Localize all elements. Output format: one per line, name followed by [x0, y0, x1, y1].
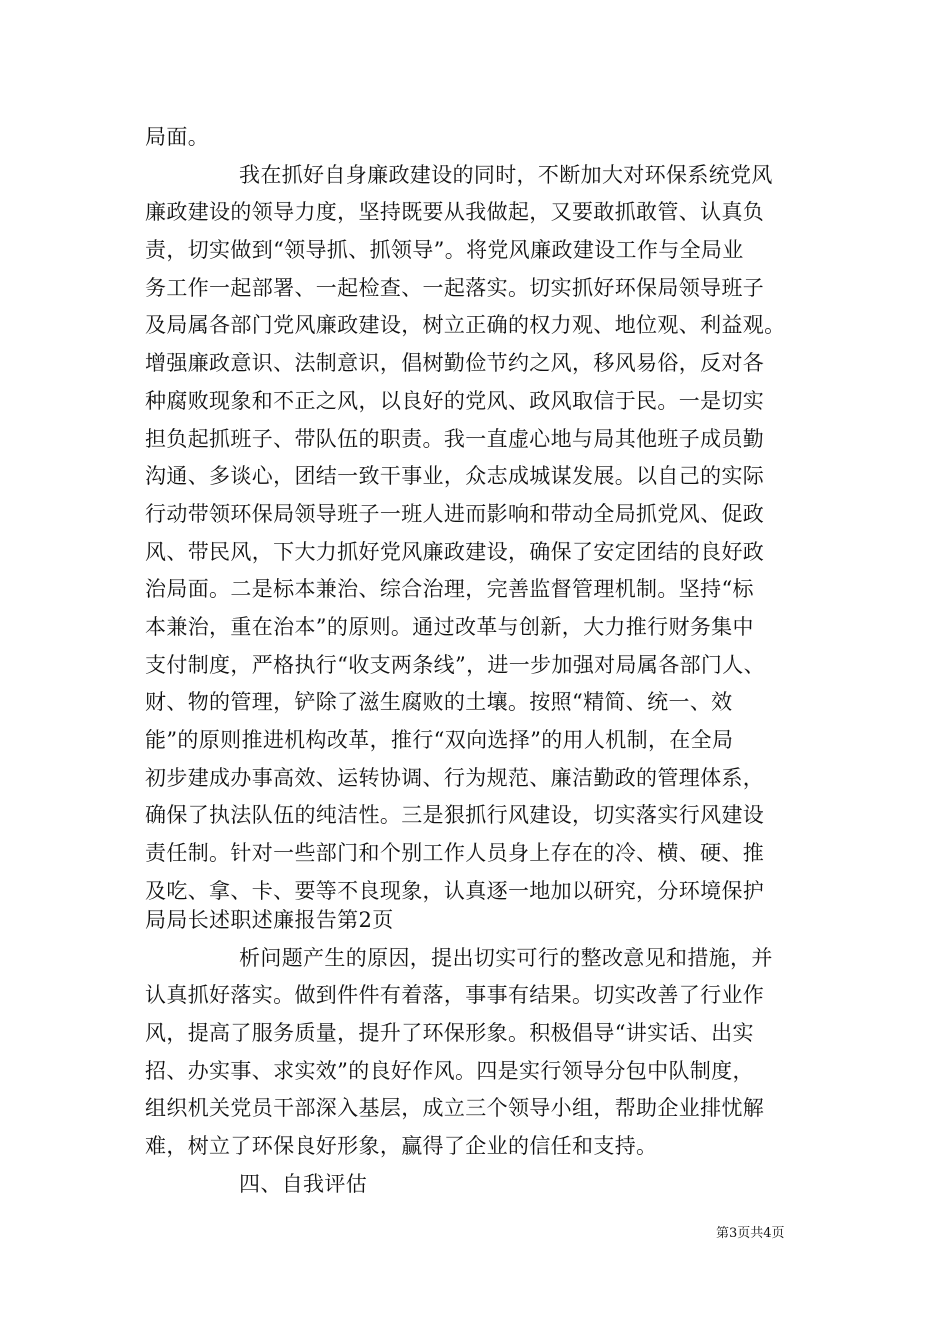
- section-heading: 四、自我评估: [239, 1172, 368, 1196]
- text-line: 行动带领环保局领导班子一班人进而影响和带动全局抓党风、促政: [145, 502, 765, 526]
- text-line: 析问题产生的原因，提出切实可行的整改意见和措施，并: [239, 946, 773, 970]
- text-line: 难，树立了环保良好形象，赢得了企业的信任和支持。: [145, 1134, 658, 1158]
- text-line: 确保了执法队伍的纯洁性。三是狠抓行风建设，切实落实行风建设: [145, 803, 765, 827]
- text-line: 沟通、多谈心，团结一致干事业，众志成城谋发展。以自己的实际: [145, 464, 765, 488]
- text-line: 支付制度，严格执行“收支两条线”，进一步加强对局属各部门人、: [145, 653, 765, 677]
- text-line: 能”的原则推进机构改革，推行“双向选择”的用人机制，在全局: [145, 728, 734, 752]
- text-line: 种腐败现象和不正之风，以良好的党风、政风取信于民。一是切实: [145, 389, 765, 413]
- page-number-footer: 第3页共4页: [716, 1226, 785, 1241]
- text-line: 招、办实事、求实效”的良好作风。四是实行领导分包中队制度，: [145, 1059, 754, 1083]
- text-line: 风，提高了服务质量，提升了环保形象。积极倡导“讲实话、出实: [145, 1021, 754, 1045]
- text-line: 廉政建设的领导力度，坚持既要从我做起，又要敢抓敢管、认真负: [145, 200, 765, 224]
- text-line: 认真抓好落实。做到件件有着落，事事有结果。切实改善了行业作: [145, 983, 765, 1007]
- text-line: 及吃、拿、卡、要等不良现象，认真逐一地加以研究，分环境保护: [145, 879, 765, 903]
- text-line: 初步建成办事高效、运转协调、行为规范、廉洁勤政的管理体系，: [145, 766, 765, 790]
- text-line: 增强廉政意识、法制意识，倡树勤俭节约之风，移风易俗，反对各: [145, 351, 765, 375]
- text-line: 担负起抓班子、带队伍的职责。我一直虚心地与局其他班子成员勤: [145, 427, 765, 451]
- text-line: 责任制。针对一些部门和个别工作人员身上存在的冷、横、硬、推: [145, 841, 765, 865]
- text-line: 局局长述职述廉报告第2页: [145, 908, 394, 932]
- text-line: 财、物的管理，铲除了滋生腐败的土壤。按照“精简、统一、效: [145, 690, 733, 714]
- text-line: 局面。: [145, 125, 210, 149]
- text-line: 风、带民风，下大力抓好党风廉政建设，确保了安定团结的良好政: [145, 540, 765, 564]
- text-line: 本兼治，重在治本”的原则。通过改革与创新，大力推行财务集中: [145, 615, 754, 639]
- text-line: 我在抓好自身廉政建设的同时，不断加大对环保系统党风: [239, 163, 773, 187]
- text-line: 组织机关党员干部深入基层，成立三个领导小组，帮助企业排忧解: [145, 1096, 765, 1120]
- text-line: 及局属各部门党风廉政建设，树立正确的权力观、地位观、利益观。: [145, 313, 786, 337]
- text-line: 务工作一起部署、一起检查、一起落实。切实抓好环保局领导班子: [145, 276, 765, 300]
- text-line: 责，切实做到“领导抓、抓领导”。将党风廉政建设工作与全局业: [145, 238, 744, 262]
- text-line: 治局面。二是标本兼治、综合治理，完善监督管理机制。坚持“标: [145, 577, 754, 601]
